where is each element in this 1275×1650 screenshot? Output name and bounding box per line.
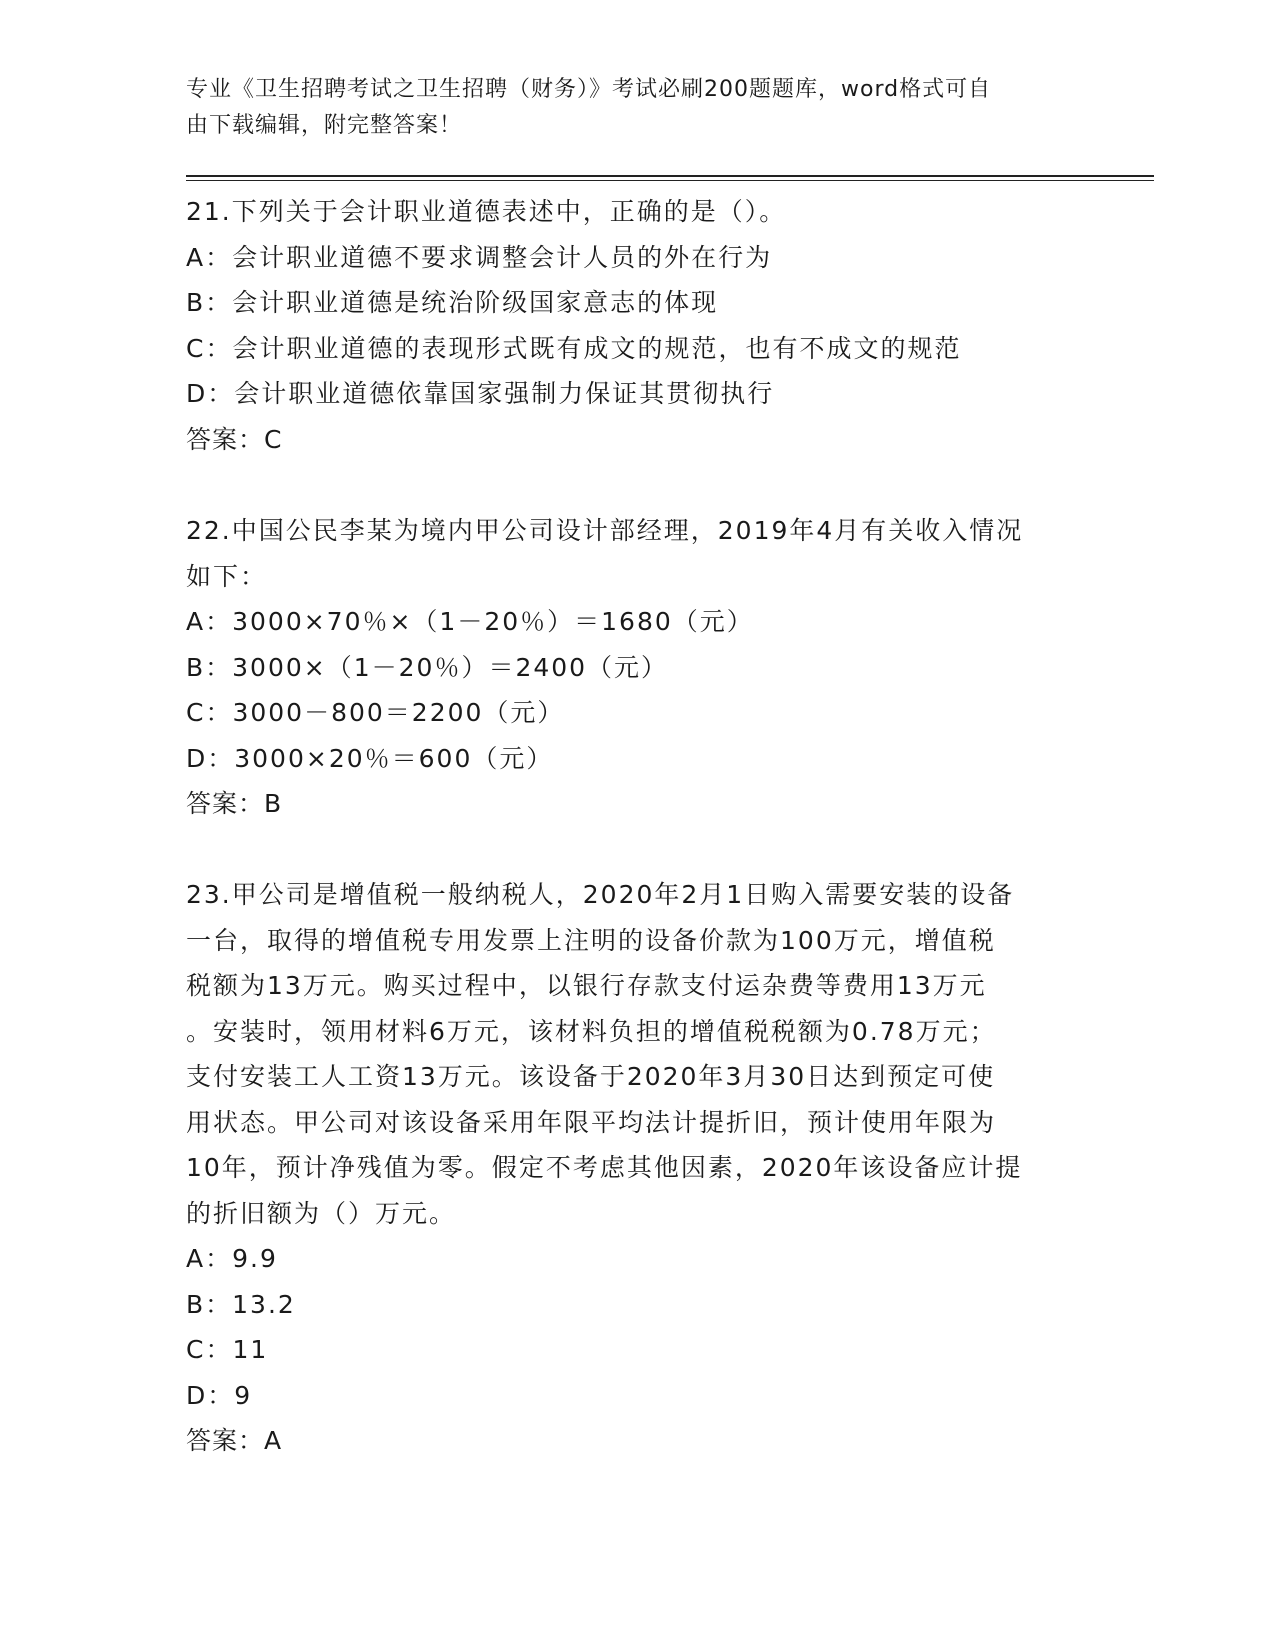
option-b: B：3000×（1－20％）＝2400（元） bbox=[186, 652, 669, 682]
option-a: A：会计职业道德不要求调整会计人员的外在行为 bbox=[186, 242, 773, 272]
question-stem-line: 。安装时，领用材料6万元，该材料负担的增值税税额为0.78万元； bbox=[186, 1016, 997, 1046]
question-stem-line: 用状态。甲公司对该设备采用年限平均法计提折旧，预计使用年限为 bbox=[186, 1107, 997, 1137]
header-line-2: 由下载编辑，附完整答案！ bbox=[186, 113, 463, 138]
question-stem-line: 如下： bbox=[186, 561, 268, 591]
question-23 bbox=[186, 872, 1086, 1464]
question-stem-line: 21.下列关于会计职业道德表述中，正确的是（）。 bbox=[186, 197, 787, 226]
option-d: D：会计职业道德依靠国家强制力保证其贯彻执行 bbox=[186, 379, 775, 408]
question-21 bbox=[186, 189, 1086, 462]
question-stem-line: 的折旧额为（）万元。 bbox=[186, 1198, 457, 1228]
header-divider-thick bbox=[186, 175, 1154, 177]
question-stem-line: 22.中国公民李某为境内甲公司设计部经理，2019年4月有关收入情况 bbox=[186, 516, 1024, 545]
question-22 bbox=[186, 508, 1086, 827]
question-stem-line: 一台，取得的增值税专用发票上注明的设备价款为100万元，增值税 bbox=[186, 925, 996, 955]
option-c: C：11 bbox=[186, 1335, 269, 1364]
header-line-1: 专业《卫生招聘考试之卫生招聘（财务）》考试必刷200题题库，word格式可自 bbox=[186, 77, 992, 102]
option-d: D：9 bbox=[186, 1380, 253, 1410]
option-b: B：会计职业道德是统治阶级国家意志的体现 bbox=[186, 288, 719, 317]
answer-line: 答案：B bbox=[186, 789, 283, 818]
option-b: B：13.2 bbox=[186, 1289, 296, 1319]
question-stem-line: 税额为13万元。购买过程中，以银行存款支付运杂费等费用13万元 bbox=[186, 971, 987, 1000]
document-header bbox=[186, 72, 1066, 144]
question-stem-line: 10年，预计净残值为零。假定不考虑其他因素，2020年该设备应计提 bbox=[186, 1153, 1023, 1182]
option-a: A：9.9 bbox=[186, 1244, 278, 1273]
option-c: C：会计职业道德的表现形式既有成文的规范，也有不成文的规范 bbox=[186, 333, 962, 363]
option-d: D：3000×20％＝600（元） bbox=[186, 743, 554, 773]
option-c: C：3000－800＝2200（元） bbox=[186, 698, 565, 727]
answer-line: 答案：C bbox=[186, 424, 283, 454]
header-divider-thin bbox=[186, 180, 1154, 181]
answer-line: 答案：A bbox=[186, 1426, 283, 1455]
question-stem-line: 支付安装工人工资13万元。该设备于2020年3月30日达到预定可使 bbox=[186, 1062, 996, 1091]
question-stem-line: 23.甲公司是增值税一般纳税人，2020年2月1日购入需要安装的设备 bbox=[186, 880, 1015, 909]
option-a: A：3000×70％×（1－20％）＝1680（元） bbox=[186, 607, 754, 636]
